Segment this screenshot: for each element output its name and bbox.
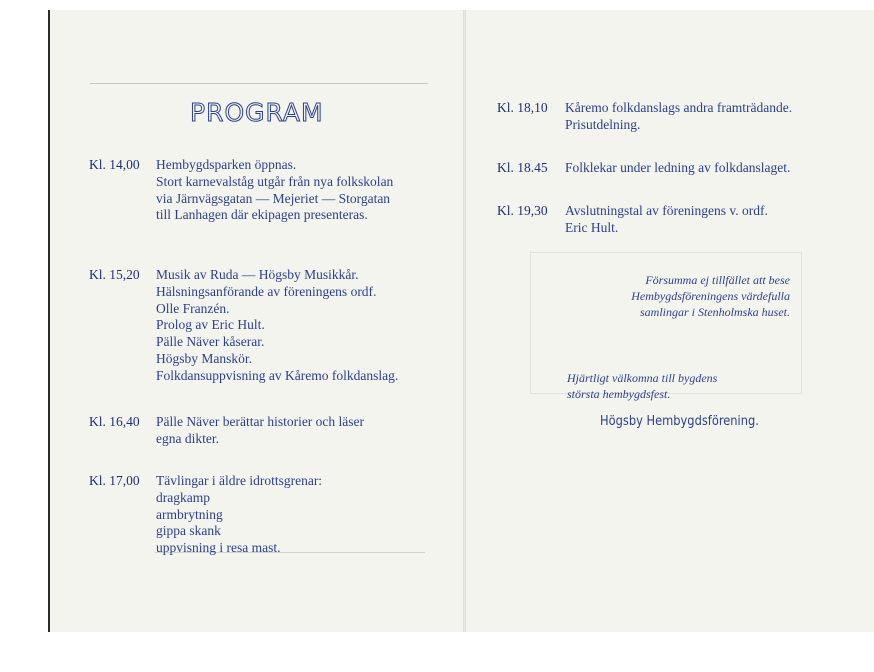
notice-line: samlingar i Stenholmska huset. [640,305,790,319]
entry-time: Kl. 15,20 [89,267,140,282]
entry-line: Hembygdsparken öppnas. [156,157,297,172]
entry-line: via Järnvägsgatan — Mejeriet — Storgatan [156,190,391,206]
entry-line: till Lanhagen där ekipagen presenteras. [156,207,368,223]
notice-line: Hembygdsföreningens värdefulla [631,289,790,303]
notice-box [530,252,800,401]
entry-text [156,267,398,385]
entry-time: Kl. 14,00 [89,157,140,172]
entry-line: Folklekar under ledning av folkdanslaget. [565,160,791,175]
entry-line: armbrytning [156,506,223,522]
entry-line: Olle Franzén. [156,300,230,316]
page-title: PROGRAM [190,98,324,127]
entry-time: Kl. 18,10 [497,100,548,115]
entry-line: Tävlingar i äldre idrottsgrenar: [156,473,323,488]
entry-line: egna dikter. [156,430,219,446]
entry-text [156,473,322,557]
page-edge [48,10,50,632]
top-rule [90,83,428,84]
signature: Högsby Hembygdsförening. [600,414,759,429]
entry-line: Pälle Näver berättar historier och läser [156,414,365,429]
entry-line: Musik av Ruda — Högsby Musikkår. [156,267,359,282]
entry-time: Kl. 18.45 [497,160,548,175]
entry-time: Kl. 16,40 [89,414,140,429]
entry-text [565,100,792,134]
entry-line: Prisutdelning. [565,116,641,132]
entry-line: Eric Hult. [565,219,619,235]
entry-text [156,414,364,448]
notice-text [560,272,790,320]
entry-line: gippa skank [156,523,221,539]
entry-line: Pälle Näver kåserar. [156,334,265,350]
entry-line: Kåremo folkdanslags andra framträdande. [565,100,793,115]
entry-line: Prolog av Eric Hult. [156,317,265,333]
entry-time: Kl. 19,30 [497,203,548,218]
entry-text [565,203,768,237]
center-fold [463,10,466,632]
entry-line: Avslutningstal av föreningens v. ordf. [565,203,768,218]
entry-line: Folkdansuppvisning av Kåremo folkdanslag. [156,367,399,383]
entry-line: Hälsningsanförande av föreningens ordf. [156,283,377,299]
entry-line: Högsby Manskör. [156,350,253,366]
welcome-line: största hembygdsfest. [567,387,671,401]
entry-text [565,160,790,177]
welcome-line: Hjärtligt välkomna till bygdens [567,371,718,385]
entry-text [156,157,393,224]
welcome-text [567,370,787,402]
entry-line: dragkamp [156,489,210,505]
entry-line: Stort karnevalståg utgår från nya folkskolan [156,173,394,189]
entry-time: Kl. 17,00 [89,473,140,488]
notice-line: Försumma ej tillfället att bese [645,273,790,287]
entry-line: uppvisning i resa mast. [156,540,281,556]
